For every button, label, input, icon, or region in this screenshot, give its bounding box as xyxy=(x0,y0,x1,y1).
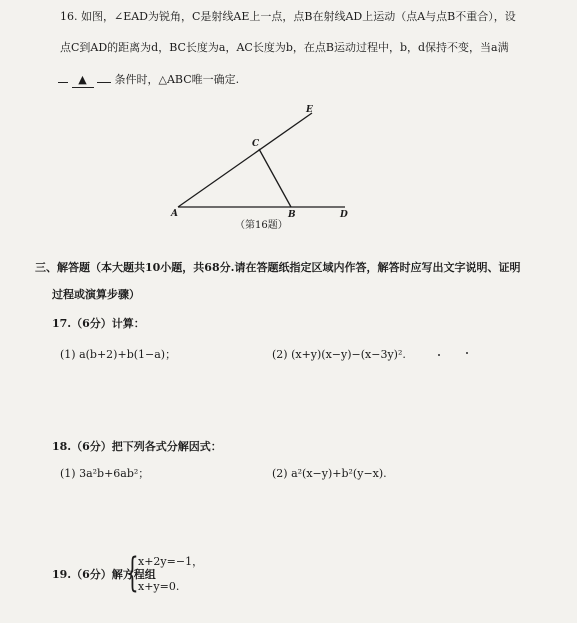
q17-part1: (1) a(b+2)+b(1−a)； xyxy=(60,348,177,361)
label-e: E xyxy=(306,105,313,115)
q16-line3-text: 条件时，△ABC唯一确定. xyxy=(114,73,240,86)
q18-part1: (1) 3a²b+6ab²； xyxy=(60,467,150,480)
q17-title: 17.（6分）计算： xyxy=(52,317,145,330)
q19-system xyxy=(126,550,206,600)
segment-bc xyxy=(259,149,291,207)
ray-ae xyxy=(178,113,312,207)
label-c: C xyxy=(252,139,260,149)
scan-dot xyxy=(438,354,440,356)
label-d: D xyxy=(340,210,348,220)
q19-eq1: x+2y=−1， xyxy=(138,555,204,568)
section3-heading: 三、解答题（本大题共10小题，共68分.请在答题纸指定区域内作答，解答时应写出文字说明、证明 xyxy=(35,261,521,274)
q17-part2: (2) (x+y)(x−y)−(x−3y)². xyxy=(272,348,406,361)
q18-part2: (2) a²(x−y)+b²(y−x). xyxy=(272,467,387,480)
q19-title: 19.（6分）解方程组 xyxy=(52,568,156,581)
label-a: A xyxy=(171,209,178,219)
section3-heading-2: 过程或演算步骤） xyxy=(52,288,140,301)
q16-line1: 16. 如图，∠EAD为锐角，C是射线AE上一点，点B在射线AD上运动（点A与点B不重合），设 xyxy=(60,10,516,23)
scan-dot xyxy=(466,352,468,354)
brace-symbol: { xyxy=(126,550,139,596)
q16-line2: 点C到AD的距离为d，BC长度为a，AC长度为b，在点B运动过程中，b，d保持不变，当a满 xyxy=(60,41,509,54)
q19-eq2: x+y=0. xyxy=(138,580,180,593)
answer-blank[interactable]: ▲ xyxy=(72,73,94,88)
label-b: B xyxy=(288,210,296,220)
q16-figure-caption: （第16题） xyxy=(235,220,288,231)
q18-title: 18.（6分）把下列各式分解因式： xyxy=(52,440,222,453)
